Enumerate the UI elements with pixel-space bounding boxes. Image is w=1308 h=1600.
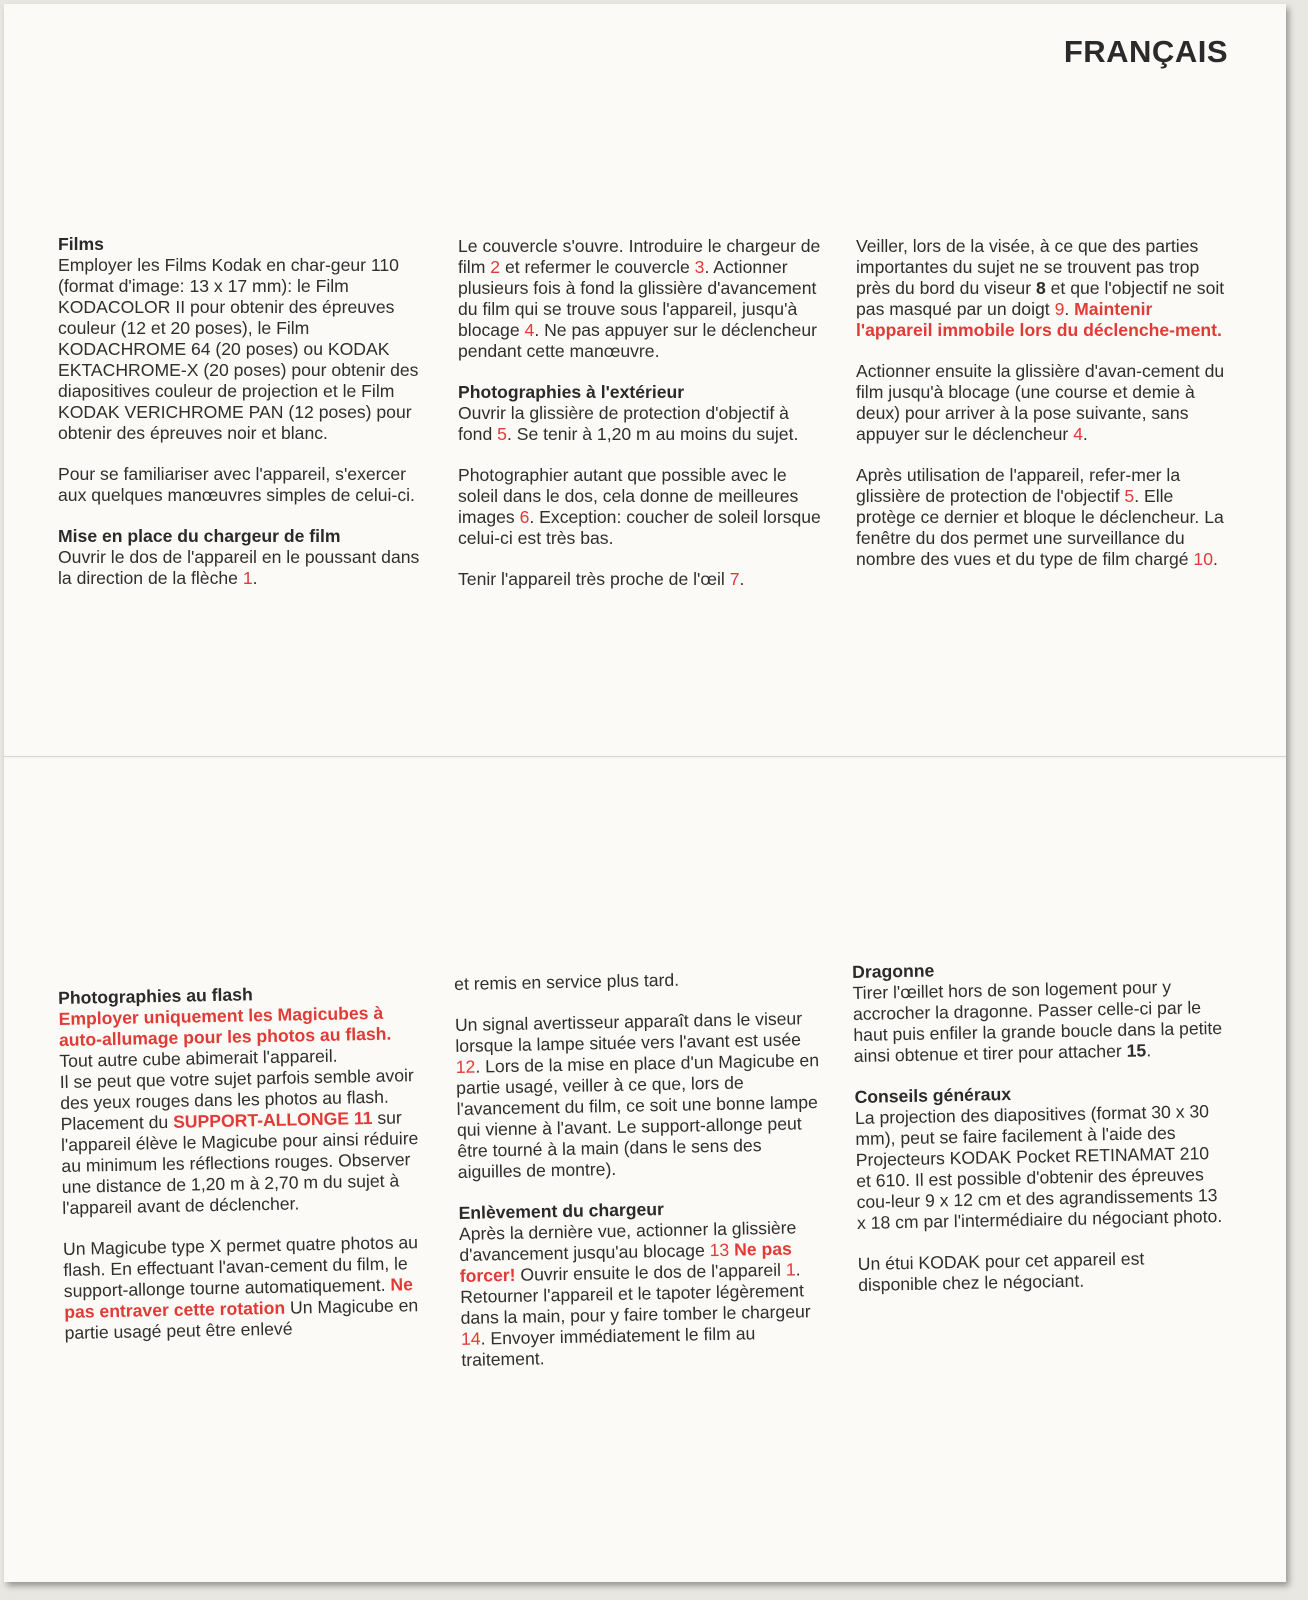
films-heading: Films (58, 234, 104, 254)
ref-number: 7 (729, 569, 740, 589)
ref-number: 10 (1193, 549, 1213, 569)
warning-text: Employer uniquement les Magicubes à auto-allumage pour les photos au flash. (58, 1002, 392, 1050)
ref-number: 4 (1073, 424, 1083, 444)
ref-number: 4 (524, 320, 535, 340)
ref-number: 14 (460, 1328, 481, 1349)
flash-heading: Photographies au flash (58, 984, 253, 1008)
load-film-text: Ouvrir le dos de l'appareil en le poussant dans la direction de la flèche (58, 547, 420, 588)
column-3: Veiller, lors de la visée, à ce que des parties importantes du sujet ne se trouvent pas trop près du bord du viseur 8 et que l'objectif ne soit pas masqué par un doigt 9. Maintenir l'appareil immobile lors du déclenche-ment. Actionner ensuite la glissière d'avan-cement du film jusqu'à blocage (une course et demie à deux) pour arriver à la pose suivante, sans appuyer sur le déclencheur 4. Après utilisation de l'appareil, refer-mer la glissière de protection de l'objectif 5. Elle protège ce dernier et bloque le déclencheur. La fenêtre du dos permet une surveillance du nombre des vues et du type de film chargé 10. (856, 236, 1225, 569)
ref-number: 5 (1124, 486, 1135, 506)
ref-number: 5 (497, 424, 507, 444)
ref-number: 13 (709, 1239, 730, 1261)
ref-number: 15 (1126, 1040, 1147, 1061)
ref-number: 9 (1054, 299, 1065, 319)
warning-text: Ne pas entraver cette rotation (64, 1274, 414, 1322)
column-5: et remis en service plus tard. Un signal avertisseur apparaît dans le viseur lorsque la lampe située vers l'avant est usée 12. Lors de la mise en place d'un Magicube en partie usagé, veiller à ce que, lors de l'avancement du film, ce soit une bonne lampe qui vienne à l'avant. Le support-allonge peut être tourné à la main (dans le sens des aiguilles de montre). Enlèvement du chargeur Après la dernière vue, actionner la glissière d'avancement jusqu'au blocage 13 Ne pas forcer! Ouvrir ensuite le dos de l'appareil 1. Retourner l'appareil et le tapoter légèrement dans la main, pour y faire tomber le chargeur 14. Envoyer immédiatement le film au traitement. (454, 967, 832, 1391)
outdoor-heading: Photographies à l'extérieur (458, 382, 685, 402)
column-2: Le couvercle s'ouvre. Introduire le chargeur de film 2 et refermer le couvercle 3. Actionner plusieurs fois à fond la glissière d'avancement du film qui se trouve sous l'appareil, jusqu'à blocage 4. Ne pas appuyer sur le déclencheur pendant cette manœuvre. Photographies à l'extérieur Ouvrir la glissière de protection d'objectif à fond 5. Se tenir à 1,20 m au moins du sujet. Photographier autant que possible avec le soleil dans le dos, cela donne de meilleures images 6. Exception: coucher de soleil lorsque celui-ci est très bas. Tenir l'appareil très proche de l'œil 7. (458, 236, 828, 610)
column-6: Dragonne Tirer l'œillet hors de son logement pour y accrocher la dragonne. Passer celle-ci par le haut puis enfiler la grande boucle dans la petite ainsi obtenue et tirer pour attacher 15. Conseils généraux La projection des diapositives (format 30 x 30 mm), peut se faire facilement à l'aide des Projecteurs KODAK Pocket RETINAMAT 210 et 610. Il est possible d'obtenir des épreuves cou-leur 9 x 12 cm et des agrandissements 13 x 18 cm par l'intermédiaire du négociant photo. Un étui KODAK pour cet appareil est disponible chez le négociant. (852, 955, 1229, 1316)
support-label: SUPPORT-ALLONGE 11 (172, 1107, 373, 1132)
strap-heading: Dragonne (852, 960, 935, 982)
language-heading: FRANÇAIS (1063, 34, 1228, 69)
load-film-heading: Mise en place du chargeur de film (58, 526, 341, 546)
page-fold-line (4, 756, 1286, 757)
case-text: Un étui KODAK pour cet appareil est disponible chez le négociant. (857, 1248, 1145, 1295)
ref-number: 12 (455, 1056, 476, 1077)
manual-page (4, 4, 1286, 1582)
removal-heading: Enlèvement du chargeur (458, 1199, 665, 1223)
ref-number: 2 (490, 257, 501, 277)
familiarise-text: Pour se familiariser avec l'appareil, s'exercer aux quelques manœuvres simples de celui-ci. (58, 464, 415, 505)
ref-number: 8 (1035, 278, 1046, 298)
warning-text: Maintenir l'appareil immobile lors du déclenche-ment. (856, 299, 1222, 340)
ref-number: 3 (694, 257, 705, 277)
advice-heading: Conseils généraux (854, 1083, 1012, 1107)
ref-number: 1 (785, 1259, 796, 1280)
column-1: Films Employer les Films Kodak en char-geur 110 (format d'image: 13 x 17 mm): le Film KODACOLOR II pour obtenir des épreuves couleur (12 et 20 poses), le Film KODACHROME 64 (20 poses) ou KODAK EKTACHROME-X (20 poses) pour obtenir des diapositives couleur de projection et le Film KODAK VERICHROME PAN (12 poses) pour obtenir des épreuves noir et blanc. Pour se familiariser avec l'appareil, s'exercer aux quelques manœuvres simples de celui-ci. Mise en place du chargeur de film Ouvrir le dos de l'appareil en le poussant dans la direction de la flèche 1. (58, 234, 428, 609)
ref-number: 1 (242, 568, 253, 588)
ref-number: 6 (519, 507, 530, 527)
column-4: Photographies au flash Employer uniquement les Magicubes à auto-allumage pour les photos au flash. Tout autre cube abimerait l'appareil. Il se peut que votre sujet parfois semble avoir des yeux rouges dans les photos au flash. Placement du SUPPORT-ALLONGE 11 sur l'appareil élève le Magicube pour ainsi réduire au minimum les réflections rouges. Observer une distance de 1,20 m à 2,70 m du sujet à l'appareil avant de déclencher. Un Magicube type X permet quatre photos au flash. En effectuant l'avan-cement du film, le support-allonge tourne automatiquement. Ne pas entraver cette rotation Un Magicube en partie usagé peut être enlevé (58, 981, 435, 1364)
films-text: Employer les Films Kodak en char-geur 110 (format d'image: 13 x 17 mm): le Film KODACOLOR II pour obtenir des épreuves couleur (12 et 20 poses), le Film KODACHROME 64 (20 poses) ou KODAK EKTACHROME-X (20 poses) pour obtenir des diapositives couleur de projection et le Film KODAK VERICHROME PAN (12 poses) pour obtenir des épreuves noir et blanc. (58, 255, 419, 443)
warning-text: Ne pas forcer! (459, 1238, 792, 1286)
